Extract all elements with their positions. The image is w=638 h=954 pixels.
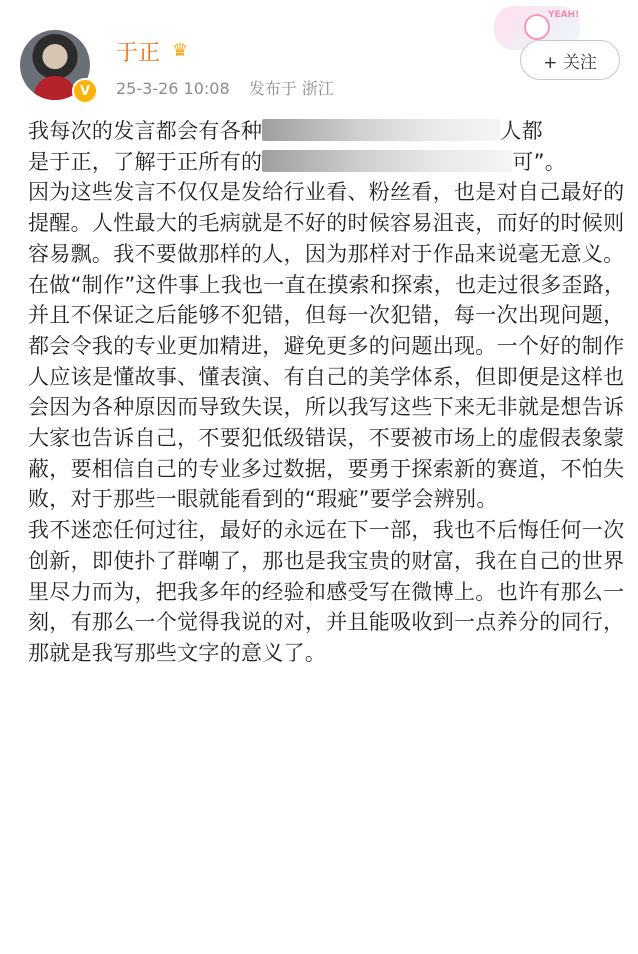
post-paragraph: 我不迷恋任何过往，最好的永远在下一部，我也不后悔任何一次创新，即使扑了群嘲了，那也是我宝贵的财富，我在自己的世界里尽力而为，把我多年的经验和感受写在微博上。也许有那么一刻，有那么一个觉得我说的对，并且能吸收到一点养分的同行，那就是我写那些文字的意义了。 [28,518,625,665]
crown-icon: ♛ [172,40,189,61]
text-segment: 人都 [500,119,543,143]
post-line-1 [28,116,634,147]
text-segment: 可”。 [512,149,567,174]
sticker-text: YEAH! [548,10,580,20]
post-body [28,116,634,669]
post-paragraph: 在做“制作”这件事上我也一直在摸索和探索，也走过很多歪路，并且不保证之后能够不犯错，但每一次犯错，每一次出现问题，都会令我的专业更加精进，避免更多的问题出现。一个好的制作人应该是懂故事、懂表演、有自己的美学体系，但即便是这样也会因为各种原因而导致失误，所以我写这些下来无非就是想告诉大家也告诉自己，不要犯低级错误，不要被市场上的虚假表象蒙蔽，要相信自己的专业多过数据，要勇于探索新的赛道，不怕失败，对于那些一眼就能看到的“瑕疵”要学会辨别。 [28,272,626,512]
post-paragraph: 因为这些发言不仅仅是发给行业看、粉丝看，也是对自己最好的提醒。人性最大的毛病就是不好的时候容易沮丧，而好的时候则容易飘。我不要做那样的人，因为那样对于作品来说毫无意义。 [28,180,625,266]
follow-button[interactable]: + 关注 [520,40,620,80]
post-date: 25-3-26 10:08 [116,79,230,98]
redacted-text [262,150,512,172]
post-header [0,0,638,112]
text-segment: 是于正，了解于正所有的 [28,149,263,174]
post-line-2 [28,147,634,178]
user-name[interactable]: 于正 [116,41,161,66]
post-meta [116,76,348,99]
text-segment: 我每次的发言都会有各种 [28,119,263,143]
redacted-text [262,119,500,141]
sticker-face-icon [524,14,550,40]
post-source: 发布于 浙江 [248,79,334,98]
verified-badge-icon: V [72,78,98,104]
